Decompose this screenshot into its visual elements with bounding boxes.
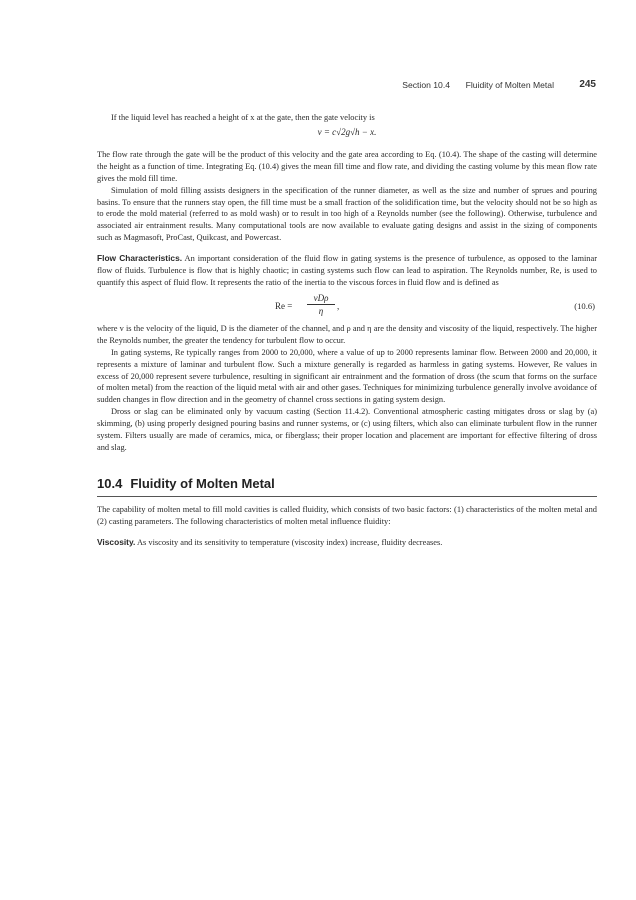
reynolds-fraction bbox=[307, 293, 335, 316]
paragraph-flow-characteristics bbox=[97, 253, 597, 289]
header-section-label: Section 10.4 bbox=[402, 80, 450, 90]
reynolds-comma: , bbox=[337, 300, 340, 311]
paragraph-viscosity bbox=[97, 537, 597, 549]
section-title: Fluidity of Molten Metal bbox=[130, 475, 275, 491]
equation-gate-velocity: v = c√2g√h − x. bbox=[317, 126, 377, 137]
equation-number: (10.6) bbox=[574, 300, 595, 311]
flow-characteristics-text: An important consideration of the fluid flow in gating systems is the presence of turbulence, as opposed to the laminar flow of fluids. Turbulence is flow that is highly chaotic; in casting systems such flow can lead to aspiration. The Reynolds number, Re, is used to quantify this aspect of fluid flow. It represents the ratio of the inertia to the viscous forces in fluid flow and is defined as bbox=[97, 254, 597, 287]
reynolds-numerator: vDρ bbox=[307, 293, 335, 305]
running-header bbox=[0, 79, 600, 93]
paragraph-flow-rate: The flow rate through the gate will be the product of this velocity and the gate area according to Eq. (10.4). The shape of the casting will determine the height as a function of time. Integrating Eq. (10.4) gives the mean fill time and flow rate, and dividing the casting volume by this mean flow rate gives the mold fill time. bbox=[97, 149, 597, 183]
flow-characteristics-heading: Flow Characteristics. bbox=[97, 253, 183, 264]
viscosity-text: As viscosity and its sensitivity to temperature (viscosity index) increase, fluidity decreases. bbox=[136, 537, 443, 547]
paragraph-capability: The capability of molten metal to fill mold cavities is called fluidity, which consists of two basic factors: (1) characteristics of the molten metal and (2) casting parameters. The following characteristics of molten metal influence fluidity: bbox=[97, 504, 597, 526]
viscosity-heading: Viscosity. bbox=[97, 536, 136, 547]
reynolds-denominator: η bbox=[318, 305, 324, 316]
paragraph-gating-systems: In gating systems, Re typically ranges from 2000 to 20,000, where a value of up to 2000 represents laminar flow. Between 2000 and 20,000, it represents a mixture of laminar and turbulent flow. Such a mixture generally is regarded as harmless in gating systems. However, Re values in excess of 20,000 represent severe turbulence, resulting in significant air entrainment and the formation of dross (the scum that forms on the surface of molten metal) from the reaction of the liquid metal with air and other gases. Techniques for minimizing turbulence generally involve avoidance of sudden changes in flow direction and in the geometry of channel cross sections in gating system design. bbox=[97, 347, 597, 405]
paragraph-simulation: Simulation of mold filling assists designers in the specification of the runner diameter, as well as the size and number of sprues and pouring basins. To ensure that the runners stay open, the fill time must be a small fraction of the solidification time, but the velocity should not be so high as to erode the mold material (referred to as mold wash) or to result in too high of a Reynolds number (see the following). Otherwise, turbulence and associated air entrainment results. Many computational tools are now available to evaluate gating designs and assist in the sizing of components such as Magmasoft, ProCast, Quikcast, and Powercast. bbox=[97, 185, 597, 243]
paragraph-where: where v is the velocity of the liquid, D is the diameter of the channel, and ρ and η are the density and viscosity of the liquid, respectively. The higher the Reynolds number, the greater the tendency for turbulent flow to occur. bbox=[97, 323, 597, 345]
section-heading bbox=[97, 476, 597, 497]
section-number: 10.4 bbox=[97, 475, 123, 491]
header-section-title: Fluidity of Molten Metal bbox=[465, 80, 554, 90]
page-number: 245 bbox=[579, 79, 596, 90]
paragraph-dross: Dross or slag can be eliminated only by vacuum casting (Section 11.4.2). Conventional atmospheric casting mitigates dross or slag by (a) skimming, (b) using properly designed pouring basins and runner systems, or (c) using filters, which also can eliminate turbulent flow in the runner system. Filters usually are made of ceramics, mica, or fiberglass; their proper location and placement are important for effective filtering of dross and slag. bbox=[97, 407, 597, 452]
reynolds-lhs: Re = bbox=[275, 300, 293, 311]
page-body bbox=[97, 112, 597, 549]
equation-reynolds-number bbox=[97, 291, 597, 321]
intro-sentence: If the liquid level has reached a height of x at the gate, then the gate velocity is bbox=[111, 113, 375, 122]
